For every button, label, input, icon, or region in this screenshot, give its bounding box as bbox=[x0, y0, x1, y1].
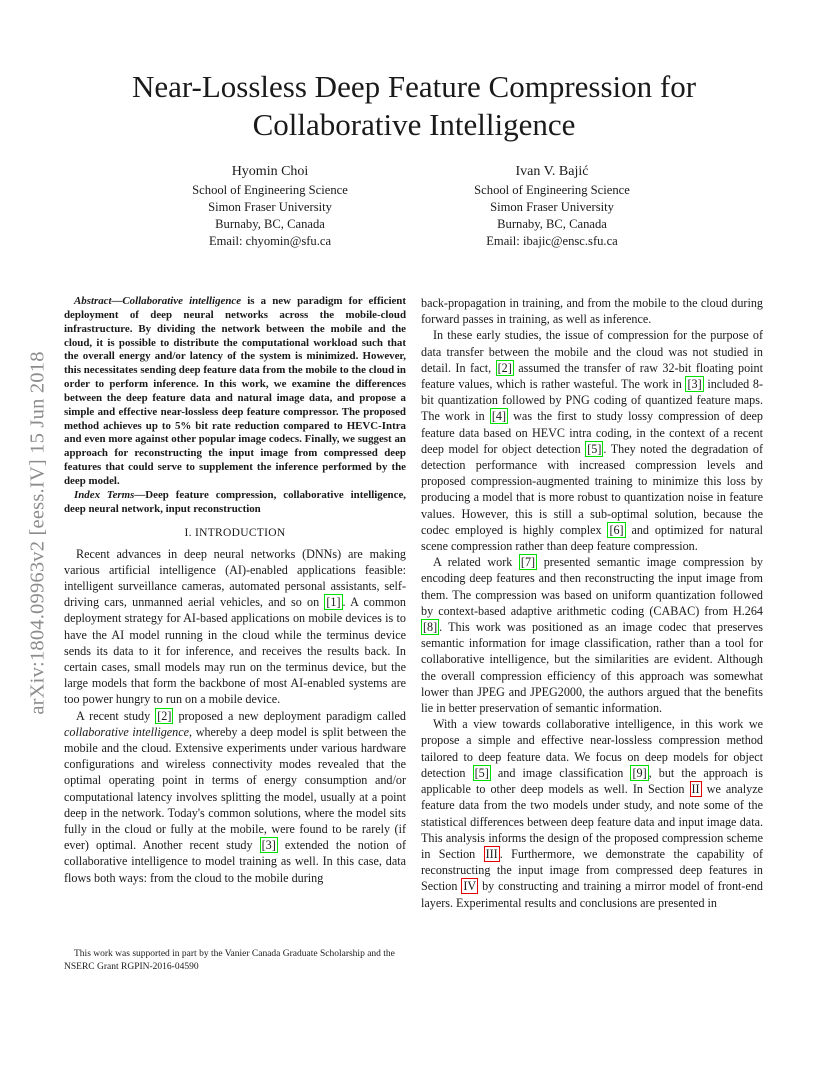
text-run: Recent advances in deep neural networks (DNNs) are making various artificial intelligence (AI)-enabled applications feasible: intelligent surveillance cameras, automated personal assistants, self-driving cars, unmanned aerial vehicles, and so on bbox=[64, 546, 406, 610]
abstract-lead: Collaborative intelligence bbox=[122, 295, 242, 307]
paragraph-1 bbox=[64, 546, 406, 708]
abstract-text: is a new paradigm for efficient deployment of deep neural networks across the mobile-cloud infrastructure. By dividing the network between the mobile and the cloud, it is possible to distribute the computational workload such that the overall energy and/or latency of the system is minimized. However, this necessitates sending deep feature data from the mobile to the cloud in order to perform inference. In this work, we examine the differences between the deep feature data and natural image data, and propose a simple and effective near-lossless deep feature compressor. The proposed method achieves up to 5% bit rate reduction compared to HEVC-Intra and even more against other popular image codecs. Finally, we suggest an approach for reconstructing the input image from compressed deep features that could serve to supplement the inference performed by the deep model. bbox=[64, 295, 406, 487]
author-location: Burnaby, BC, Canada bbox=[215, 217, 325, 231]
paragraph-5 bbox=[421, 554, 763, 716]
paper-title bbox=[60, 68, 768, 144]
index-terms bbox=[64, 489, 406, 517]
emphasis-text: collaborative intelligence bbox=[64, 724, 190, 739]
abstract-label: Abstract bbox=[74, 295, 112, 307]
text-run: With a view towards collaborative intelligence, in this work we propose a simple and effective near-lossless compression method tailored to deep feature data. We focus on deep models for object detection bbox=[421, 717, 763, 780]
text-run: we analyze feature data from the two models under study, and note some of the statistical differences between deep feature data and input image data. This analysis informs the design of the proposed compression scheme in Section bbox=[421, 782, 763, 861]
index-terms-text: —Deep feature compression, collaborative intelligence, deep neural network, input reconstruction bbox=[64, 488, 406, 515]
paragraph-6 bbox=[421, 716, 763, 910]
text-run: A related work bbox=[433, 555, 519, 570]
author-university: Simon Fraser University bbox=[490, 200, 614, 214]
citation-link[interactable]: [4] bbox=[491, 409, 506, 424]
text-run: A recent study bbox=[76, 708, 156, 723]
author-location: Burnaby, BC, Canada bbox=[497, 217, 607, 231]
citation-link[interactable]: [2] bbox=[497, 360, 512, 375]
author-affiliation: School of Engineering Science bbox=[192, 183, 348, 197]
citation-link[interactable]: [2] bbox=[157, 708, 172, 723]
index-terms-label: Index Terms bbox=[74, 488, 135, 501]
author-block-2 bbox=[402, 162, 702, 250]
citation-link[interactable]: [9] bbox=[632, 765, 647, 780]
section-link[interactable]: II bbox=[691, 782, 700, 797]
author-affiliation: School of Engineering Science bbox=[474, 183, 630, 197]
text-run: , but the approach is applicable to other deep models as well. In Section bbox=[421, 765, 764, 797]
author-block-1 bbox=[120, 162, 420, 250]
citation-link[interactable]: [1] bbox=[326, 595, 341, 610]
citation-link[interactable]: [7] bbox=[520, 555, 536, 570]
paragraph-3 bbox=[421, 295, 763, 327]
paragraph-2 bbox=[64, 708, 406, 886]
text-run: In these early studies, the issue of compression for the purpose of data transfer between the mobile and the cloud was not studied in detail. In fact, bbox=[421, 328, 763, 375]
text-run: included 8-bit quantization followed by PNG coding of quantized feature maps. The work in bbox=[421, 377, 763, 424]
text-run: by constructing and training a mirror model of front-end layers. Experimental results and conclusions are presented in bbox=[421, 879, 763, 910]
text-run: . Furthermore, we demonstrate the capability of reconstructing the input image from compressed deep features in Section bbox=[421, 846, 763, 894]
section-link[interactable]: IV bbox=[463, 879, 477, 894]
funding-footnote: This work was supported in part by the Vanier Canada Graduate Scholarship and the NSERC Grant RGPIN-2016-04590 bbox=[64, 949, 395, 972]
text-run: proposed a new deployment paradigm called bbox=[173, 708, 406, 723]
citation-link[interactable]: [5] bbox=[474, 765, 489, 780]
text-run: was the first to study lossy compression of deep feature data based on HEVC intra coding, in the context of a recent deep model for object detection bbox=[421, 409, 764, 456]
text-run: and image classification bbox=[490, 765, 631, 780]
text-run: . This work was positioned as an image codec that preserves semantic information for image classification, rather than a tool for collaborative intelligence, but the similarities are evident. Although the overall compression efficiency of this approach was somewhat lower than JPEG and JPEG2000, the authors argued that the benefits lie in better preservation of semantic information. bbox=[421, 620, 763, 716]
author-email: Email: chyomin@sfu.ca bbox=[208, 234, 332, 248]
citation-link[interactable]: [6] bbox=[609, 522, 624, 537]
author-university: Simon Fraser University bbox=[208, 200, 332, 214]
text-run: , whereby a deep model is split between the mobile and the cloud. Extensive experiments under various hardware configurations and wireless connectivity modes revealed that the optimal operating point in terms of energy consumption and/or computational latency involves splitting the model, usually at a point deep in the network. Today's common solutions, where the model sits fully in the cloud or fully at the mobile, were found to be rarely (if ever) optimal. Another recent study bbox=[64, 724, 406, 853]
author-email: Email: ibajic@ensc.sfu.ca bbox=[486, 234, 618, 248]
section-heading-introduction: I. INTRODUCTION bbox=[184, 526, 286, 539]
text-run: and optimized for natural scene compression rather than deep feature compression. bbox=[421, 522, 763, 554]
arxiv-sidebar bbox=[16, 290, 60, 775]
citation-link[interactable]: [3] bbox=[687, 377, 702, 392]
arxiv-identifier: arXiv:1804.09963v2 [eess.IV] 15 Jun 2018 bbox=[26, 350, 49, 715]
text-run: presented semantic image compression by encoding deep features and then reconstructing the input image from them. The compression was based on uniform quantization followed by context-based adaptive arithmetic coding (CABAC) from H.264 bbox=[421, 555, 763, 618]
text-run: . A common deployment strategy for AI-based applications on mobile devices is to have the AI model running in the cloud while the terminus device sends its data to it for inference, and receives the results back. In certain cases, small models may run on the terminus device, but the large models that form the backbone of most AI-enabled systems are too power hungry to run on a mobile device. bbox=[64, 595, 406, 707]
author-name: Hyomin Choi bbox=[231, 164, 309, 179]
citation-link[interactable]: [8] bbox=[423, 620, 438, 635]
section-link[interactable]: III bbox=[485, 846, 498, 861]
right-column bbox=[421, 295, 763, 911]
citation-link[interactable]: [3] bbox=[261, 838, 276, 853]
text-run: assumed the transfer of raw 32-bit floating point feature values, which is rather wasteful. The work in bbox=[421, 360, 763, 392]
text-run: extended the notion of collaborative intelligence to model training as well. In this case, data flows both ways: from the cloud to the mobile during bbox=[64, 838, 406, 885]
title-line-1: Near-Lossless Deep Feature Compression for bbox=[131, 69, 697, 104]
author-name: Ivan V. Bajić bbox=[515, 164, 589, 179]
paragraph-4 bbox=[421, 327, 763, 554]
citation-link[interactable]: [5] bbox=[587, 441, 602, 456]
left-column bbox=[64, 295, 406, 886]
abstract bbox=[64, 295, 406, 489]
text-run: back-propagation in training, and from the mobile to the cloud during forward passes in training, as well as inference. bbox=[421, 296, 763, 327]
title-line-2: Collaborative Intelligence bbox=[252, 107, 576, 142]
abstract-dash: — bbox=[111, 295, 123, 307]
text-run: . They noted the degradation of detection performance with increased compression levels and proposed compression-augmented training to minimize this loss by producing a model that is more robust to quantization noise in feature values. However, this is still a sub-optimal solution, because the codec employed is highly complex bbox=[421, 441, 763, 537]
